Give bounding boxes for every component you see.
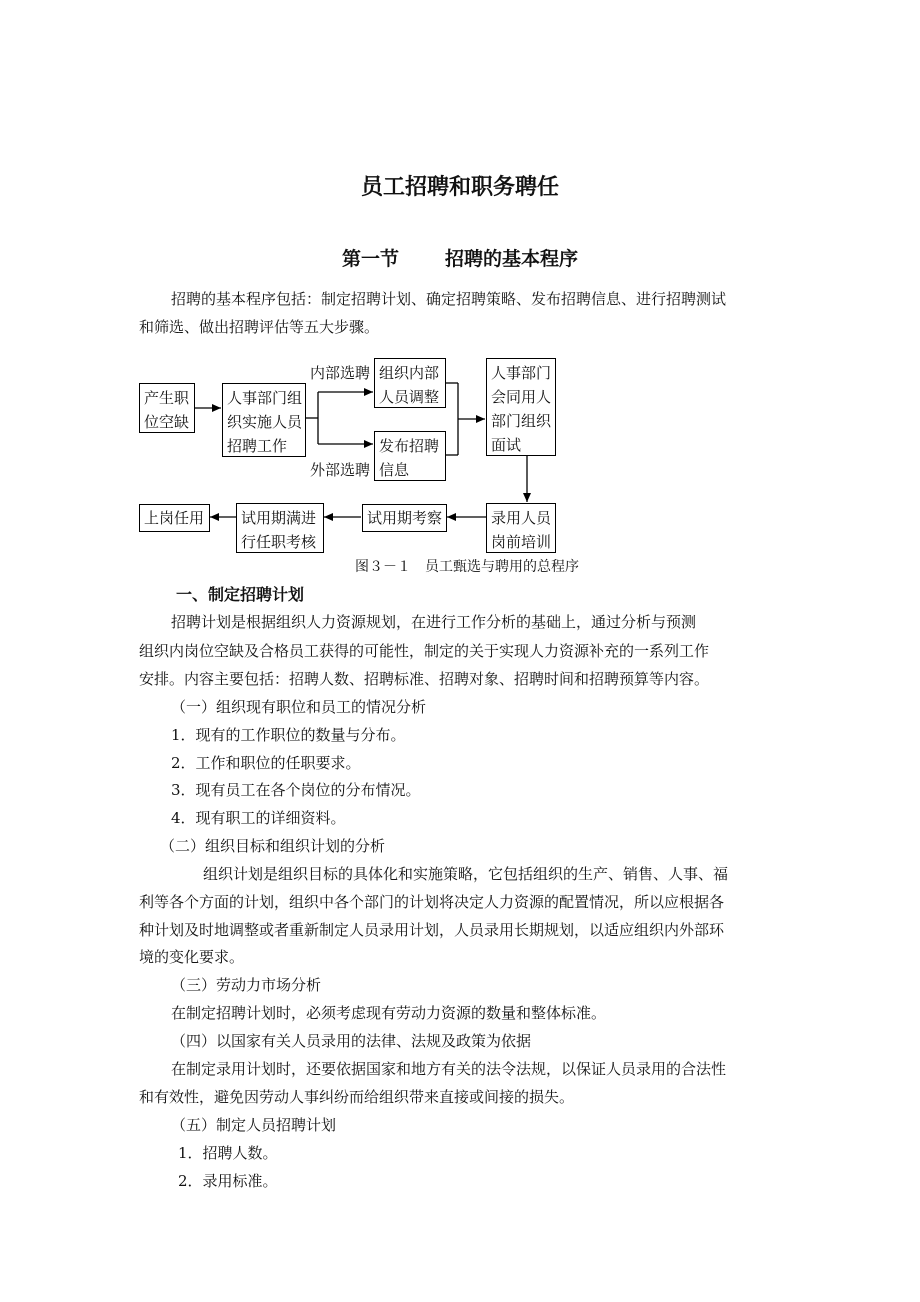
- box-vacancy-line: 位空缺: [144, 413, 190, 431]
- s4-para-line: 和有效性，避免因劳动人事纠纷而给组织带来直接或间接的损失。: [139, 1088, 575, 1106]
- part1-para-line: 招聘计划是根据组织人力资源规划，在进行工作分析的基础上，通过分析与预测: [171, 613, 697, 631]
- box-training: [486, 503, 556, 553]
- box-publish-line: 信息: [379, 461, 410, 479]
- section-number: 第一节: [341, 248, 399, 270]
- box-publish: [374, 431, 446, 481]
- box-hr-org-line: 织实施人员: [227, 413, 303, 431]
- intro-line-2: 和筛选、做出招聘评估等五大步骤。: [139, 318, 380, 336]
- box-hr-org-line: 招聘工作: [227, 437, 288, 455]
- s4-para-line: 在制定录用计划时，还要依据国家和地方有关的法令法规，以保证人员录用的合法性: [171, 1060, 727, 1078]
- figure-caption: 图３－１ 员工甄选与聘用的总程序: [355, 559, 579, 575]
- box-evaluation: [236, 503, 324, 553]
- box-training-line: 岗前培训: [491, 533, 552, 551]
- box-probation-line: 试用期考察: [367, 509, 443, 527]
- box-internal-adjust-line: 人员调整: [379, 388, 440, 406]
- box-evaluation-line: 试用期满进: [241, 509, 317, 527]
- box-internal-adjust-line: 组织内部: [379, 364, 440, 382]
- subsection-3-title: （三）劳动力市场分析: [171, 976, 322, 994]
- intro-line-1: 招聘的基本程序包括：制定招聘计划、确定招聘策略、发布招聘信息、进行招聘测试: [171, 290, 727, 308]
- s3-para-line: 在制定招聘计划时，必须考虑现有劳动力资源的数量和整体标准。: [171, 1004, 607, 1022]
- s2-para-line: 种计划及时地调整或者重新制定人员录用计划，人员录用长期规划，以适应组织内外部环: [139, 921, 725, 939]
- list-item: 1．现有的工作职位的数量与分布。: [171, 726, 406, 744]
- list-item: 2．工作和职位的任职要求。: [171, 754, 361, 772]
- flowchart-connectors: [0, 0, 920, 600]
- part1-para-line: 安排。内容主要包括：招聘人数、招聘标准、招聘对象、招聘时间和招聘预算等内容。: [139, 670, 710, 688]
- subsection-2-title: （二）组织目标和组织计划的分析: [160, 837, 386, 855]
- subsection-5-title: （五）制定人员招聘计划: [171, 1116, 337, 1134]
- s2-para-line: 境的变化要求。: [139, 948, 245, 966]
- box-hr-org: [222, 383, 306, 457]
- box-interview-line: 面试: [491, 436, 522, 454]
- list-item: 4．现有职工的详细资料。: [171, 809, 346, 827]
- box-hr-org-line: 人事部门组: [227, 389, 303, 407]
- list-item: 3．现有员工在各个岗位的分布情况。: [171, 781, 421, 799]
- list-item: 2．录用标准。: [178, 1172, 278, 1190]
- part1-para-line: 组织内岗位空缺及合格员工获得的可能性，制定的关于实现人力资源补充的一系列工作: [139, 642, 710, 660]
- list-item: 1．招聘人数。: [178, 1144, 278, 1162]
- box-publish-line: 发布招聘: [379, 437, 440, 455]
- box-interview-line: 会同用人: [491, 388, 552, 406]
- subsection-4-title: （四）以国家有关人员录用的法律、法规及政策为依据: [171, 1032, 532, 1050]
- box-appoint-line: 上岗任用: [144, 509, 205, 527]
- section-name: 招聘的基本程序: [445, 248, 579, 270]
- label-external: 外部选聘: [310, 461, 371, 479]
- box-vacancy: [139, 383, 195, 433]
- s2-para-line: 利等各个方面的计划，组织中各个部门的计划将决定人力资源的配置情况，所以应根据各: [139, 893, 725, 911]
- box-vacancy-line: 产生职: [144, 389, 190, 407]
- subsection-1-title: （一）组织现有职位和员工的情况分析: [171, 698, 427, 716]
- box-evaluation-line: 行任职考核: [241, 533, 317, 551]
- box-interview-line: 部门组织: [491, 412, 552, 430]
- box-probation: [362, 504, 447, 532]
- box-appoint: [139, 504, 210, 532]
- document-title: 员工招聘和职务聘任: [360, 174, 559, 200]
- s2-para-line: 组织计划是组织目标的具体化和实施策略，它包括组织的生产、销售、人事、福: [203, 865, 729, 883]
- part1-heading: 一、制定招聘计划: [176, 585, 305, 604]
- label-internal: 内部选聘: [310, 364, 371, 382]
- box-internal-adjust: [374, 358, 446, 408]
- box-interview-line: 人事部门: [491, 364, 552, 382]
- box-interview: [486, 358, 556, 456]
- box-training-line: 录用人员: [491, 509, 552, 527]
